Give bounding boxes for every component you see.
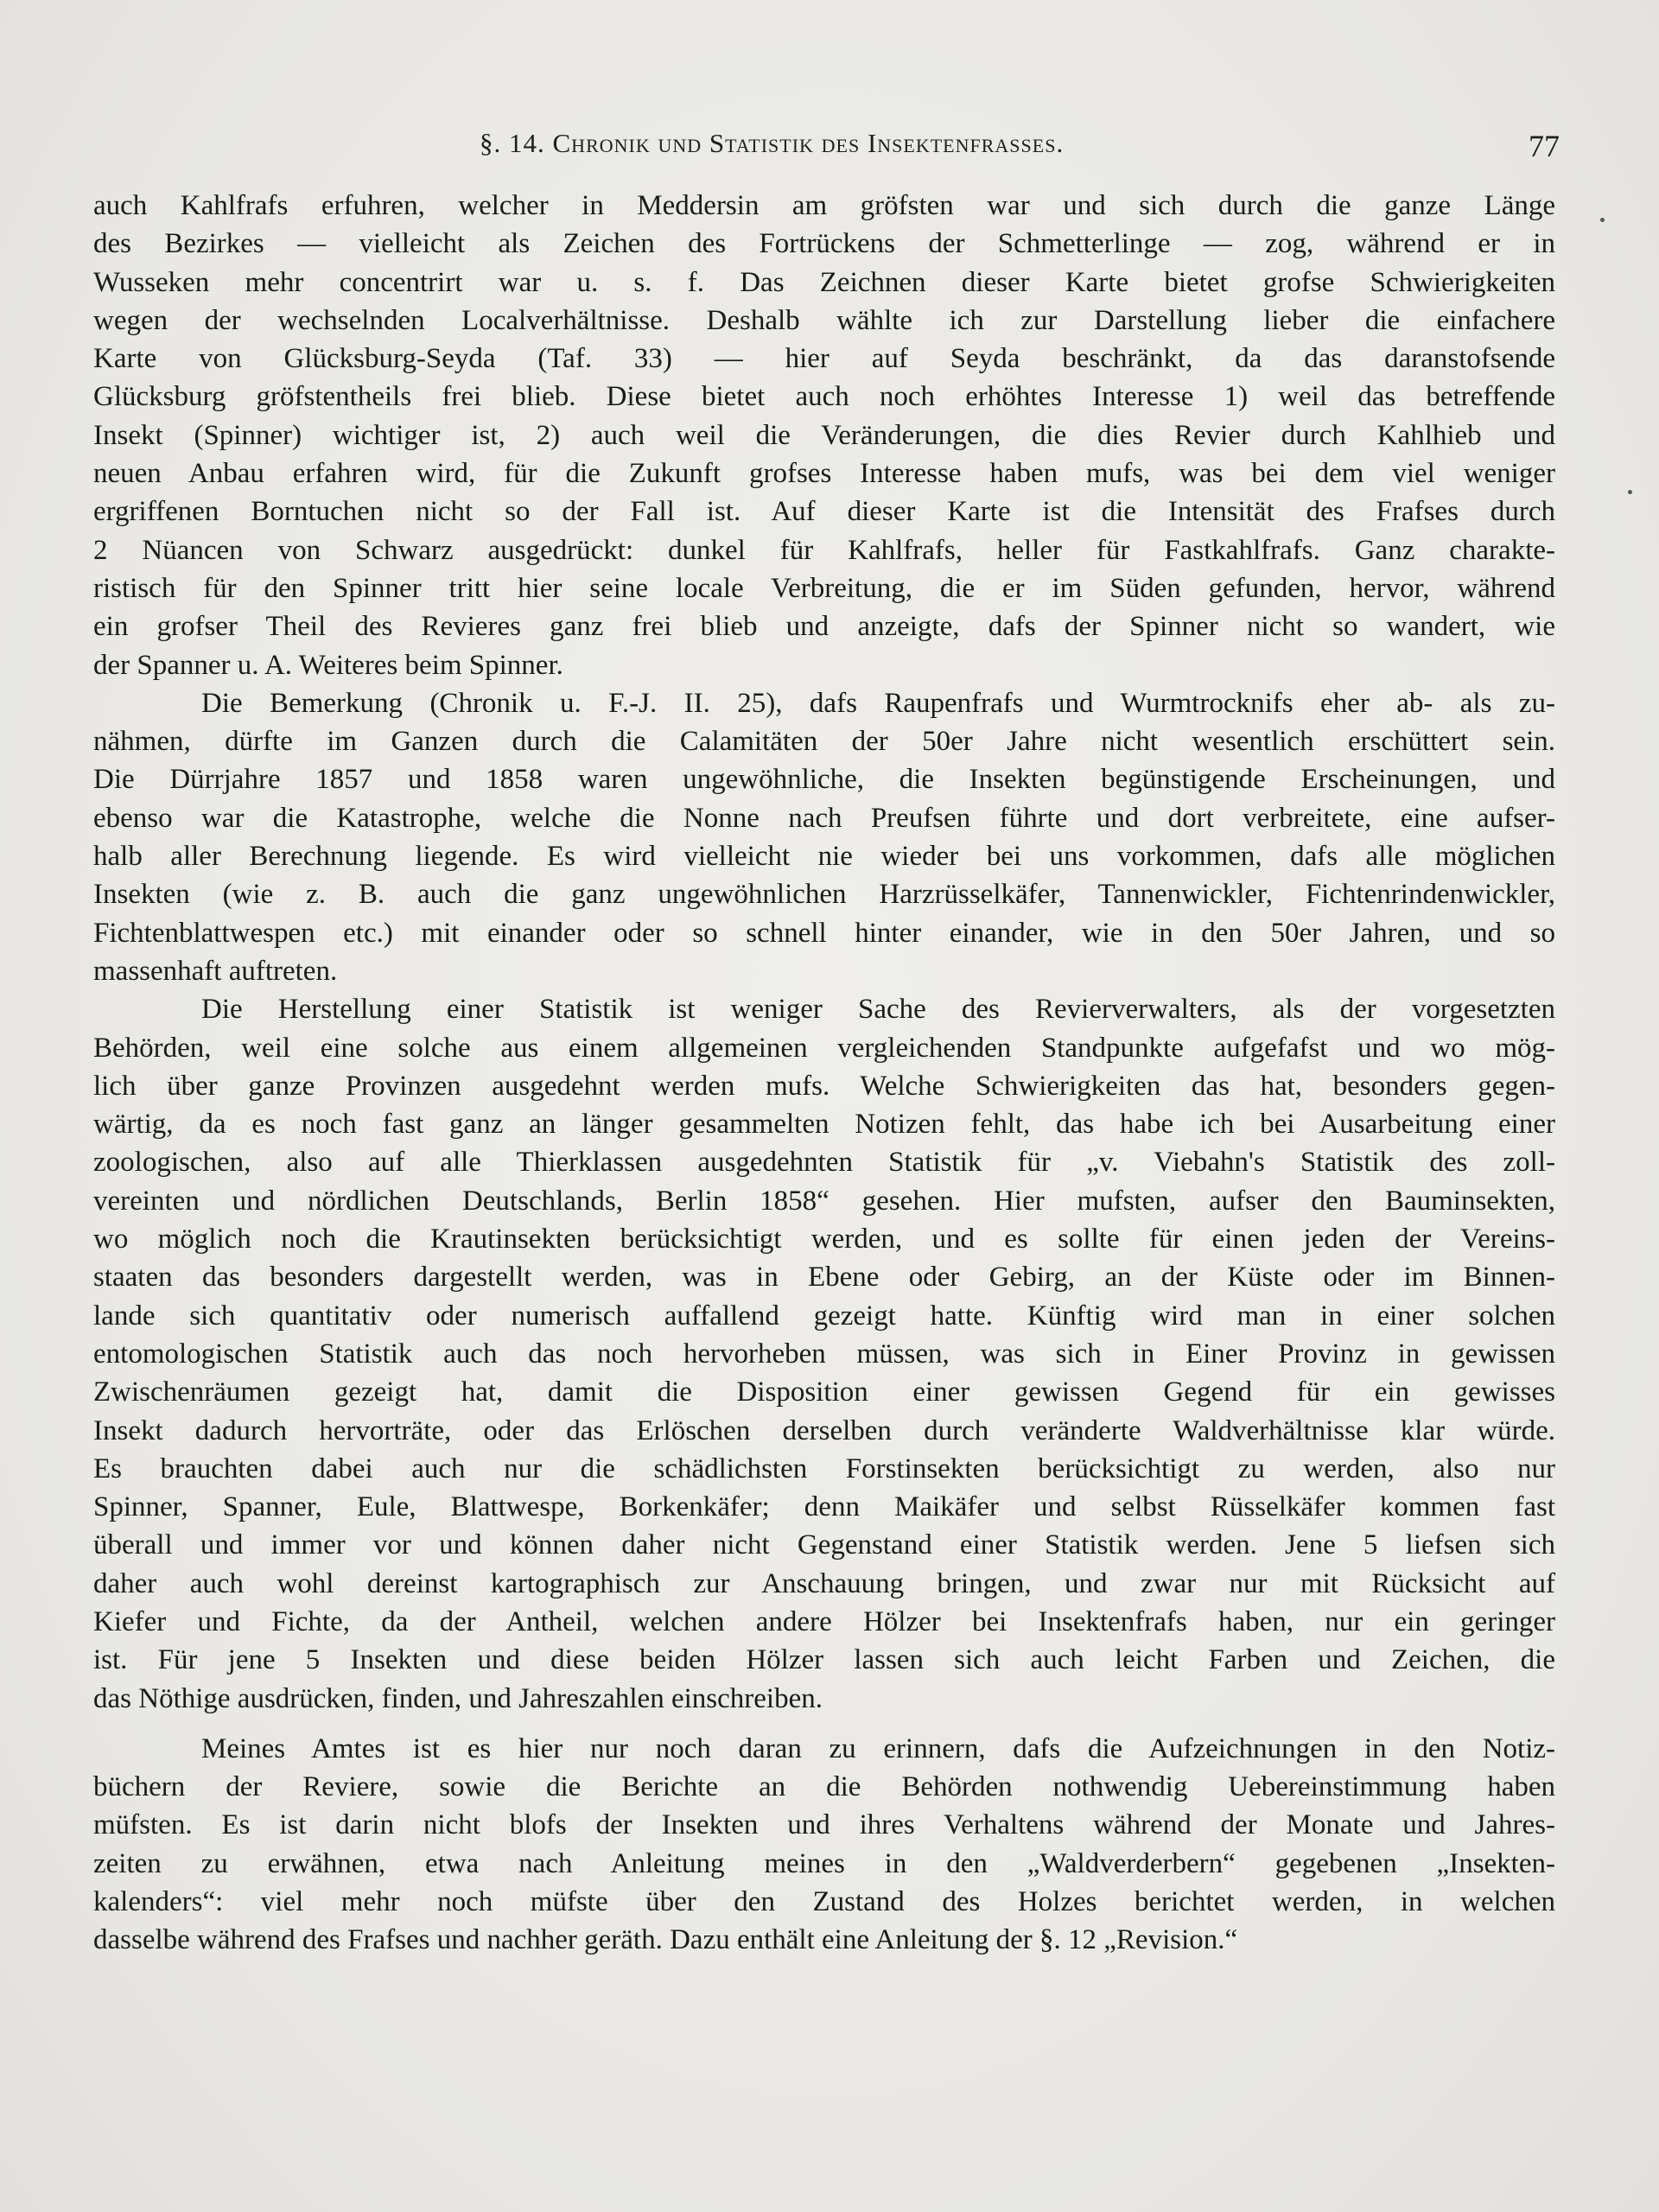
text-line: Die Bemerkung (Chronik u. F.-J. II. 25), dafs Raupenfrafs und Wurmtrocknifs eher ab- als zu- (201, 687, 1555, 719)
text-line: lich über ganze Provinzen ausgedehnt werden mufs. Welche Schwierigkeiten das hat, besonders gegen- (93, 1070, 1555, 1102)
text-line: vereinten und nördlichen Deutschlands, Berlin 1858“ gesehen. Hier mufsten, aufser den Bauminsekten, (93, 1185, 1555, 1217)
text-line: müfsten. Es ist darin nicht blofs der Insekten und ihres Verhaltens während der Monate und Jahres- (93, 1809, 1555, 1841)
text-line: ein grofser Theil des Revieres ganz frei blieb und anzeigte, dafs der Spinner nicht so wandert, wie (93, 611, 1555, 643)
text-line: wegen der wechselnden Localverhältnisse. Deshalb wählte ich zur Darstellung lieber die einfachere (93, 304, 1555, 336)
text-line: lande sich quantitativ oder numerisch auffallend gezeigt hatte. Künftig wird man in einer solchen (93, 1300, 1555, 1332)
text-line: Kiefer und Fichte, da der Antheil, welchen andere Hölzer bei Insektenfrafs haben, nur ein geringer (93, 1605, 1555, 1637)
text-line: kalenders“: viel mehr noch müfste über den Zustand des Holzes berichtet werden, in welchen (93, 1886, 1555, 1918)
text-line: Insekten (wie z. B. auch die ganz ungewöhnlichen Harzrüsselkäfer, Tannenwickler, Fichtenrindenwickler, (93, 879, 1555, 911)
text-line: daher auch wohl dereinst kartographisch zur Anschauung bringen, und zwar nur mit Rücksicht auf (93, 1567, 1555, 1599)
text-line: Zwischenräumen gezeigt hat, damit die Disposition einer gewissen Gegend für ein gewisses (93, 1376, 1555, 1408)
text-line: zoologischen, also auf alle Thierklassen ausgedehnten Statistik für „v. Viebahn's Statistik des zoll- (93, 1147, 1555, 1179)
text-line: zeiten zu erwähnen, etwa nach Anleitung meines in den „Waldverderbern“ gegebenen „Insekten- (93, 1847, 1555, 1879)
text-line: 2 Nüancen von Schwarz ausgedrückt: dunkel für Kahlfrafs, heller für Fastkahlfrafs. Ganz charakte- (93, 534, 1555, 566)
text-line: überall und immer vor und können daher nicht Gegenstand einer Statistik werden. Jene 5 liefsen sich (93, 1529, 1555, 1561)
text-line: staaten das besonders dargestellt werden, was in Ebene oder Gebirg, an der Küste oder im Binnen- (93, 1262, 1555, 1294)
paragraph (93, 187, 1555, 684)
text-line: Insekt (Spinner) wichtiger ist, 2) auch weil die Veränderungen, die dies Revier durch Kahlhieb und (93, 419, 1555, 451)
body-text (93, 187, 1555, 1960)
section-title: §. 14. Chronik und Statistik des Insektenfrasses. (480, 128, 1065, 158)
text-line: massenhaft auftreten. (93, 955, 338, 987)
text-line: wo möglich noch die Krautinsekten berücksichtigt werden, und es sollte für einen jeden der Vereins- (93, 1224, 1555, 1255)
text-line: ristisch für den Spinner tritt hier seine locale Verbreitung, die er im Süden gefunden, hervor, während (93, 572, 1555, 604)
running-header (480, 128, 1560, 171)
paragraph (93, 1730, 1555, 1960)
text-line: Behörden, weil eine solche aus einem allgemeinen vergleichenden Standpunkte aufgefafst und wo mög- (93, 1032, 1555, 1064)
text-line: Wusseken mehr concentrirt war u. s. f. Das Zeichnen dieser Karte bietet grofse Schwierigkeiten (93, 266, 1555, 298)
text-line: ist. Für jene 5 Insekten und diese beiden Hölzer lassen sich auch leicht Farben und Zeichen, die (93, 1644, 1555, 1676)
text-line: auch Kahlfrafs erfuhren, welcher in Meddersin am gröfsten war und sich durch die ganze Länge (93, 190, 1555, 221)
text-line: entomologischen Statistik auch das noch hervorheben müssen, was sich in Einer Provinz in gewissen (93, 1338, 1555, 1370)
paper-speck (1628, 490, 1632, 494)
paper-speck (1600, 218, 1605, 222)
text-line: dasselbe während des Frafses und nachher geräth. Dazu enthält eine Anleitung der §. 12 „Revision.“ (93, 1924, 1238, 1956)
text-line: ebenso war die Katastrophe, welche die Nonne nach Preufsen führte und dort verbreitete, eine aufser- (93, 802, 1555, 834)
text-line: Spinner, Spanner, Eule, Blattwespe, Borkenkäfer; denn Maikäfer und selbst Rüsselkäfer kommen fast (93, 1491, 1555, 1523)
paragraph (93, 684, 1555, 990)
text-line: nähmen, dürfte im Ganzen durch die Calamitäten der 50er Jahre nicht wesentlich erschüttert sein. (93, 726, 1555, 758)
text-line: neuen Anbau erfahren wird, für die Zukunft grofses Interesse haben mufs, was bei dem viel weniger (93, 458, 1555, 490)
text-line: Die Dürrjahre 1857 und 1858 waren ungewöhnliche, die Insekten begünstigende Erscheinungen, und (93, 764, 1555, 796)
text-line: halb aller Berechnung liegende. Es wird vielleicht nie wieder bei uns vorkommen, dafs alle möglichen (93, 841, 1555, 873)
text-line: Meines Amtes ist es hier nur noch daran zu erinnern, dafs die Aufzeichnungen in den Notiz- (201, 1732, 1555, 1764)
paragraph (93, 990, 1555, 1718)
text-line: Es brauchten dabei auch nur die schädlichsten Forstinsekten berücksichtigt zu werden, also nur (93, 1452, 1555, 1484)
page-number: 77 (1529, 129, 1560, 163)
text-line: Die Herstellung einer Statistik ist weniger Sache des Revierverwalters, als der vorgesetzten (201, 994, 1555, 1026)
text-line: Karte von Glücksburg-Seyda (Taf. 33) — hier auf Seyda beschränkt, da das daranstofsende (93, 343, 1555, 375)
text-line: Fichtenblattwespen etc.) mit einander oder so schnell hinter einander, wie in den 50er Jahren, und so (93, 917, 1555, 949)
text-line: der Spanner u. A. Weiteres beim Spinner. (93, 649, 563, 681)
text-line: büchern der Reviere, sowie die Berichte an die Behörden nothwendig Uebereinstimmung haben (93, 1771, 1555, 1803)
text-line: das Nöthige ausdrücken, finden, und Jahreszahlen einschreiben. (93, 1682, 823, 1714)
text-line: Insekt dadurch hervorträte, oder das Erlöschen derselben durch veränderte Waldverhältnisse klar würde. (93, 1414, 1555, 1446)
text-line: wärtig, da es noch fast ganz an länger gesammelten Notizen fehlt, das habe ich bei Ausarbeitung einer (93, 1109, 1555, 1141)
text-line: Glücksburg gröfstentheils frei blieb. Diese bietet auch noch erhöhtes Interesse 1) weil das betreffende (93, 381, 1555, 413)
text-line: des Bezirkes — vielleicht als Zeichen des Fortrückens der Schmetterlinge — zog, während er in (93, 228, 1555, 260)
text-line: ergriffenen Borntuchen nicht so der Fall ist. Auf dieser Karte ist die Intensität des Frafses durch (93, 496, 1555, 528)
